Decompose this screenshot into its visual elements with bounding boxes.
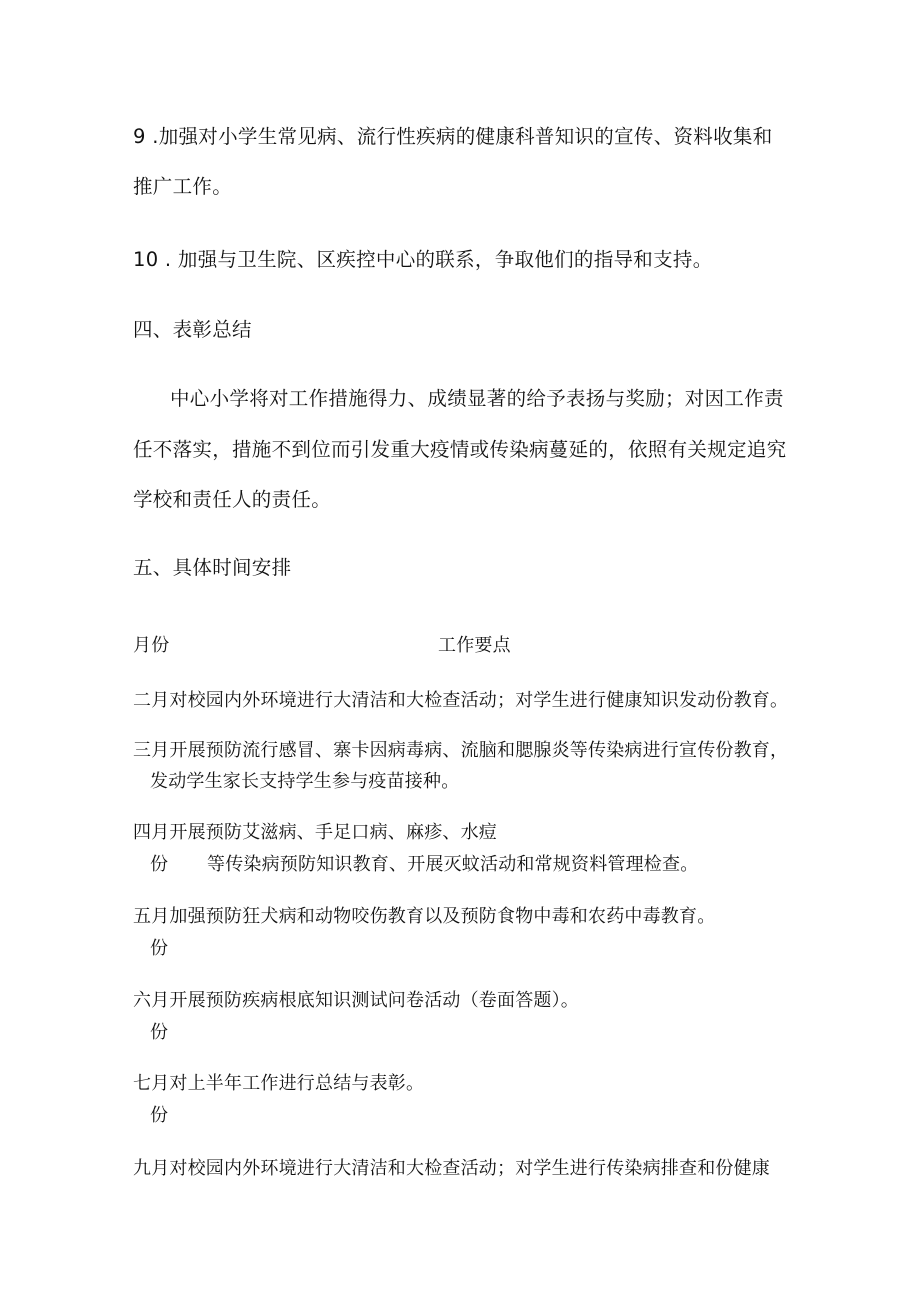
section-4-paragraph-line-3: 学校和责任人的责任。 — [133, 488, 332, 511]
schedule-row-apr-line-1: 四月开展预防艾滋病、手足口病、麻疹、水痘 — [133, 822, 497, 843]
schedule-row-feb: 二月对校园内外环境进行大清洁和大检查活动；对学生进行健康知识发动份教育。 — [133, 690, 789, 711]
schedule-row-mar-line-2: 发动学生家长支持学生参与疫苗接种。 — [150, 771, 460, 792]
schedule-row-jun-fen: 份 — [150, 1022, 169, 1043]
schedule-row-may-line-1: 五月加强预防狂犬病和动物咬伤教育以及预防食物中毒和农药中毒教育。 — [133, 906, 716, 927]
schedule-row-jun-line-1: 六月开展预防疾病根底知识测试问卷活动（卷面答题）。 — [133, 990, 579, 1011]
section-4-paragraph-line-1: 中心小学将对工作措施得力、成绩显著的给予表扬与奖励；对因工作责 — [170, 387, 784, 410]
section-4-heading: 四、表彰总结 — [133, 318, 252, 341]
item-9-line-2: 推广工作。 — [133, 175, 233, 198]
section-5-heading: 五、具体时间安排 — [133, 556, 292, 579]
schedule-row-sep-line-1: 九月对校园内外环境进行大清洁和大检查活动；对学生进行传染病排查和份健康 — [133, 1158, 770, 1179]
schedule-row-may-fen: 份 — [150, 938, 169, 959]
schedule-row-jul-line-1: 七月对上半年工作进行总结与表彰。 — [133, 1073, 425, 1094]
schedule-row-apr-fen: 份 — [150, 854, 169, 875]
item-10: 10 . 加强与卫生院、区疾控中心的联系，争取他们的指导和支持。 — [133, 248, 713, 271]
schedule-header-points: 工作要点 — [438, 635, 511, 656]
schedule-row-jul-fen: 份 — [150, 1105, 169, 1126]
section-4-paragraph-line-2: 任不落实，措施不到位而引发重大疫情或传染病蔓延的，依照有关规定追究 — [133, 438, 787, 461]
schedule-header-month: 月份 — [133, 635, 170, 656]
item-9-line-1: 9 .加强对小学生常见病、流行性疾病的健康科普知识的宣传、资料收集和 — [133, 125, 773, 148]
schedule-row-apr-line-2: 等传染病预防知识教育、开展灭蚊活动和常规资料管理检查。 — [207, 854, 699, 875]
schedule-row-mar-line-1: 三月开展预防流行感冒、寨卡因病毒病、流脑和腮腺炎等传染病进行宣传份教育， — [133, 740, 789, 761]
